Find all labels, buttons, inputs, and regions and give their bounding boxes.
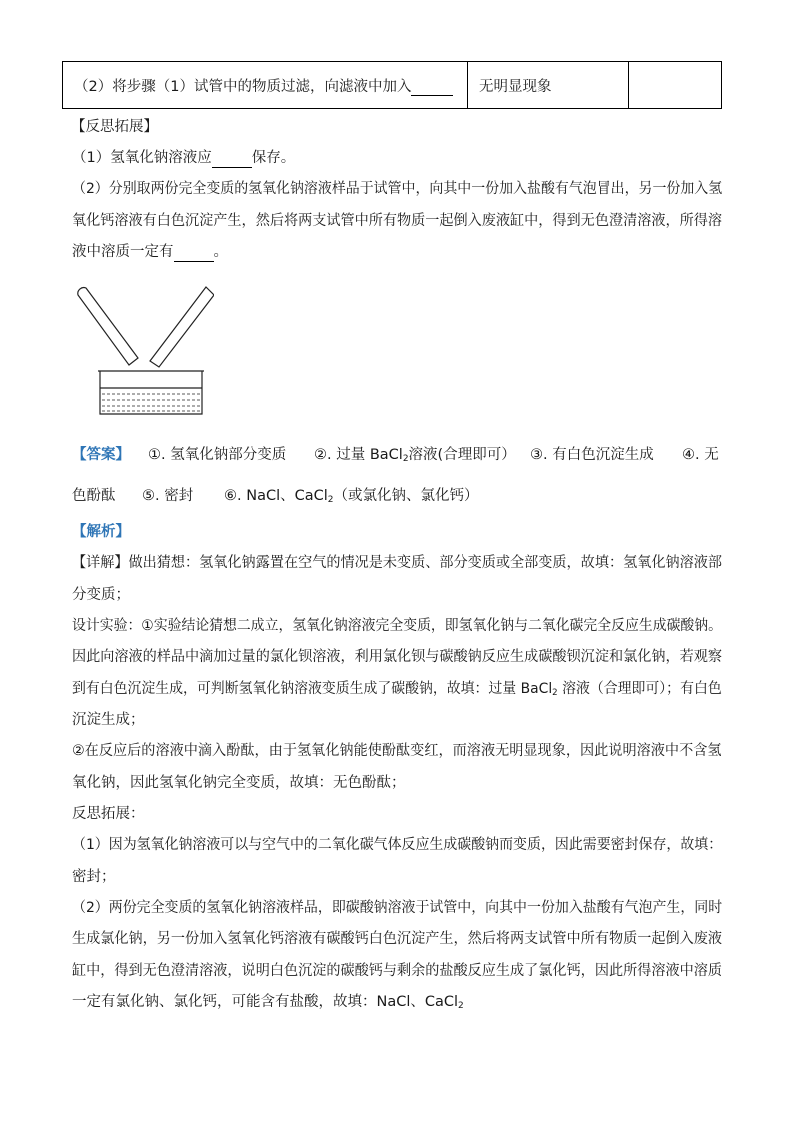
analysis-line: 一定有氯化钠、氯化钙，可能含有盐酸，故填：NaCl、CaCl$_2$ — [72, 994, 464, 1011]
analysis-line: 分变质； — [72, 587, 130, 603]
reflection-heading: 【反思拓展】 — [71, 119, 158, 135]
analysis-line: 【详解】做出猜想：氢氧化钠露置在空气的情况是未变质、部分变质或全部变质，故填：氢氧化钠溶液部 — [72, 555, 722, 571]
answer-blank — [174, 247, 214, 263]
answer-line2: 色酚酞 ⑤. 密封 ⑥. NaCl、CaCl$_2$（或氯化钠、氯化钙） — [72, 488, 479, 505]
reflection-q1: （1）氢氧化钠溶液应 保存。 — [72, 150, 296, 166]
answer-label: 【答案】 — [72, 447, 130, 463]
analysis-line: ②在反应后的溶液中滴入酚酞，由于氢氧化钠能使酚酞变红，而溶液无明显现象，因此说明溶液中不含氢 — [72, 743, 722, 759]
reflection-q2-line1: （2）分别取两份完全变质的氢氧化钠溶液样品于试管中，向其中一份加入盐酸有气泡冒出，另一份加入氢 — [72, 181, 723, 197]
analysis-line: 密封； — [72, 869, 116, 885]
analysis-line: 设计实验：①实验结论猜想二成立，氢氧化钠溶液完全变质，即氢氧化钠与二氧化碳完全反应生成碳酸钠。 — [72, 618, 723, 634]
liquid-dashes — [102, 394, 200, 411]
answer-blank — [212, 153, 252, 169]
analysis-line: （1）因为氢氧化钠溶液可以与空气中的二氧化碳气体反应生成碳酸钠而变质，因此需要密封保存，故填： — [72, 837, 723, 853]
reflection-q2-line3: 液中溶质一定有 。 — [72, 244, 228, 260]
analysis-line: 氧化钠，因此氢氧化钠完全变质，故填：无色酚酞； — [72, 775, 406, 791]
step-text: （2）将步骤（1）试管中的物质过滤，向滤液中加入 — [74, 78, 412, 95]
analysis-line: 沉淀生成； — [72, 712, 145, 728]
reflection-q2-line2: 氧化钙溶液有白色沉淀产生，然后将两支试管中所有物质一起倒入废液缸中，得到无色澄清溶液，所得溶 — [72, 213, 722, 229]
waste-beaker — [98, 371, 204, 414]
analysis-label: 【解析】 — [72, 524, 130, 540]
analysis-line: 反思拓展： — [72, 806, 145, 822]
analysis-line: （2）两份完全变质的氢氧化钠溶液样品，即碳酸钠溶液于试管中，向其中一份加入盐酸有气泡产生，同时 — [72, 900, 723, 916]
table-row — [63, 62, 722, 109]
left-test-tube — [78, 288, 138, 365]
answer-line1: 【答案】 ①. 氢氧化钠部分变质 ②. 过量 BaCl$_2$溶液(合理即可） ③. 有白色沉淀生成 ④. 无 — [72, 447, 719, 464]
answer-blank — [411, 80, 453, 96]
analysis-line: 生成氯化钠，另一份加入氢氧化钙溶液有碳酸钙白色沉淀产生，然后将两支试管中所有物质一起倒入废液 — [72, 931, 722, 947]
step-cell — [63, 62, 468, 109]
analysis-line: 缸中，得到无色澄清溶液，说明白色沉淀的碳酸钙与剩余的盐酸反应生成了氯化钙，因此所得溶液中溶质 — [72, 963, 722, 979]
conclusion-cell — [629, 62, 722, 109]
phenomenon-cell: 无明显现象 — [468, 62, 629, 109]
analysis-line: 因此向溶液的样品中滴加过量的氯化钡溶液，利用氯化钡与碳酸钠反应生成碳酸钡沉淀和氯化钠，若观察 — [72, 649, 722, 665]
experiment-table — [62, 61, 722, 109]
test-tubes-diagram — [74, 284, 214, 419]
right-test-tube — [150, 287, 214, 367]
analysis-line: 到有白色沉淀生成，可判断氢氧化钠溶液变质生成了碳酸钠，故填：过量 BaCl$_2$ 溶液（合理即可）；有白色 — [72, 681, 722, 698]
